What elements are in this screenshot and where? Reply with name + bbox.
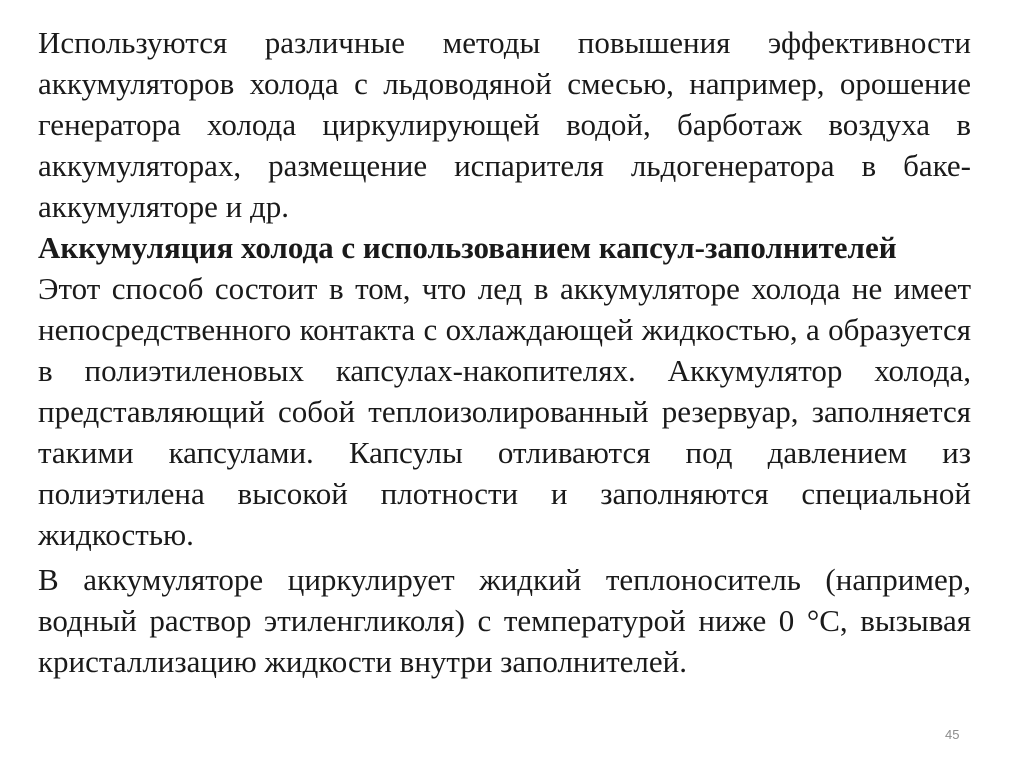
page-number: 45: [945, 727, 960, 742]
circulation-paragraph: В аккумуляторе циркулирует жидкий теплоноситель (например, водный раствор этиленгликоля) с температурой ниже 0 °С, вызывая кристаллизацию жидкости внутри заполнителей.: [38, 562, 971, 679]
intro-paragraph: Используются различные методы повышения эффективности аккумуляторов холода с льдоводяной смесью, например, орошение генератора холода циркулирующей водой, барботаж воздуха в аккумуляторах, размещение испарителя льдогенератора в баке-аккумуляторе и др.: [38, 25, 971, 224]
section-heading: Аккумуляция холода с использованием капсул-заполнителей: [38, 230, 897, 265]
slide-text-body: [38, 22, 971, 762]
method-description-paragraph: Этот способ состоит в том, что лед в аккумуляторе холода не имеет непосредственного контакта с охлаждающей жидкостью, а образуется в полиэтиленовых капсулах-накопителях. Аккумулятор холода, представляющий собой теплоизолированный резервуар, заполняется такими капсулами. Капсулы отливаются под давлением из полиэтилена высокой плотности и заполняются специальной жидкостью.: [38, 271, 971, 552]
